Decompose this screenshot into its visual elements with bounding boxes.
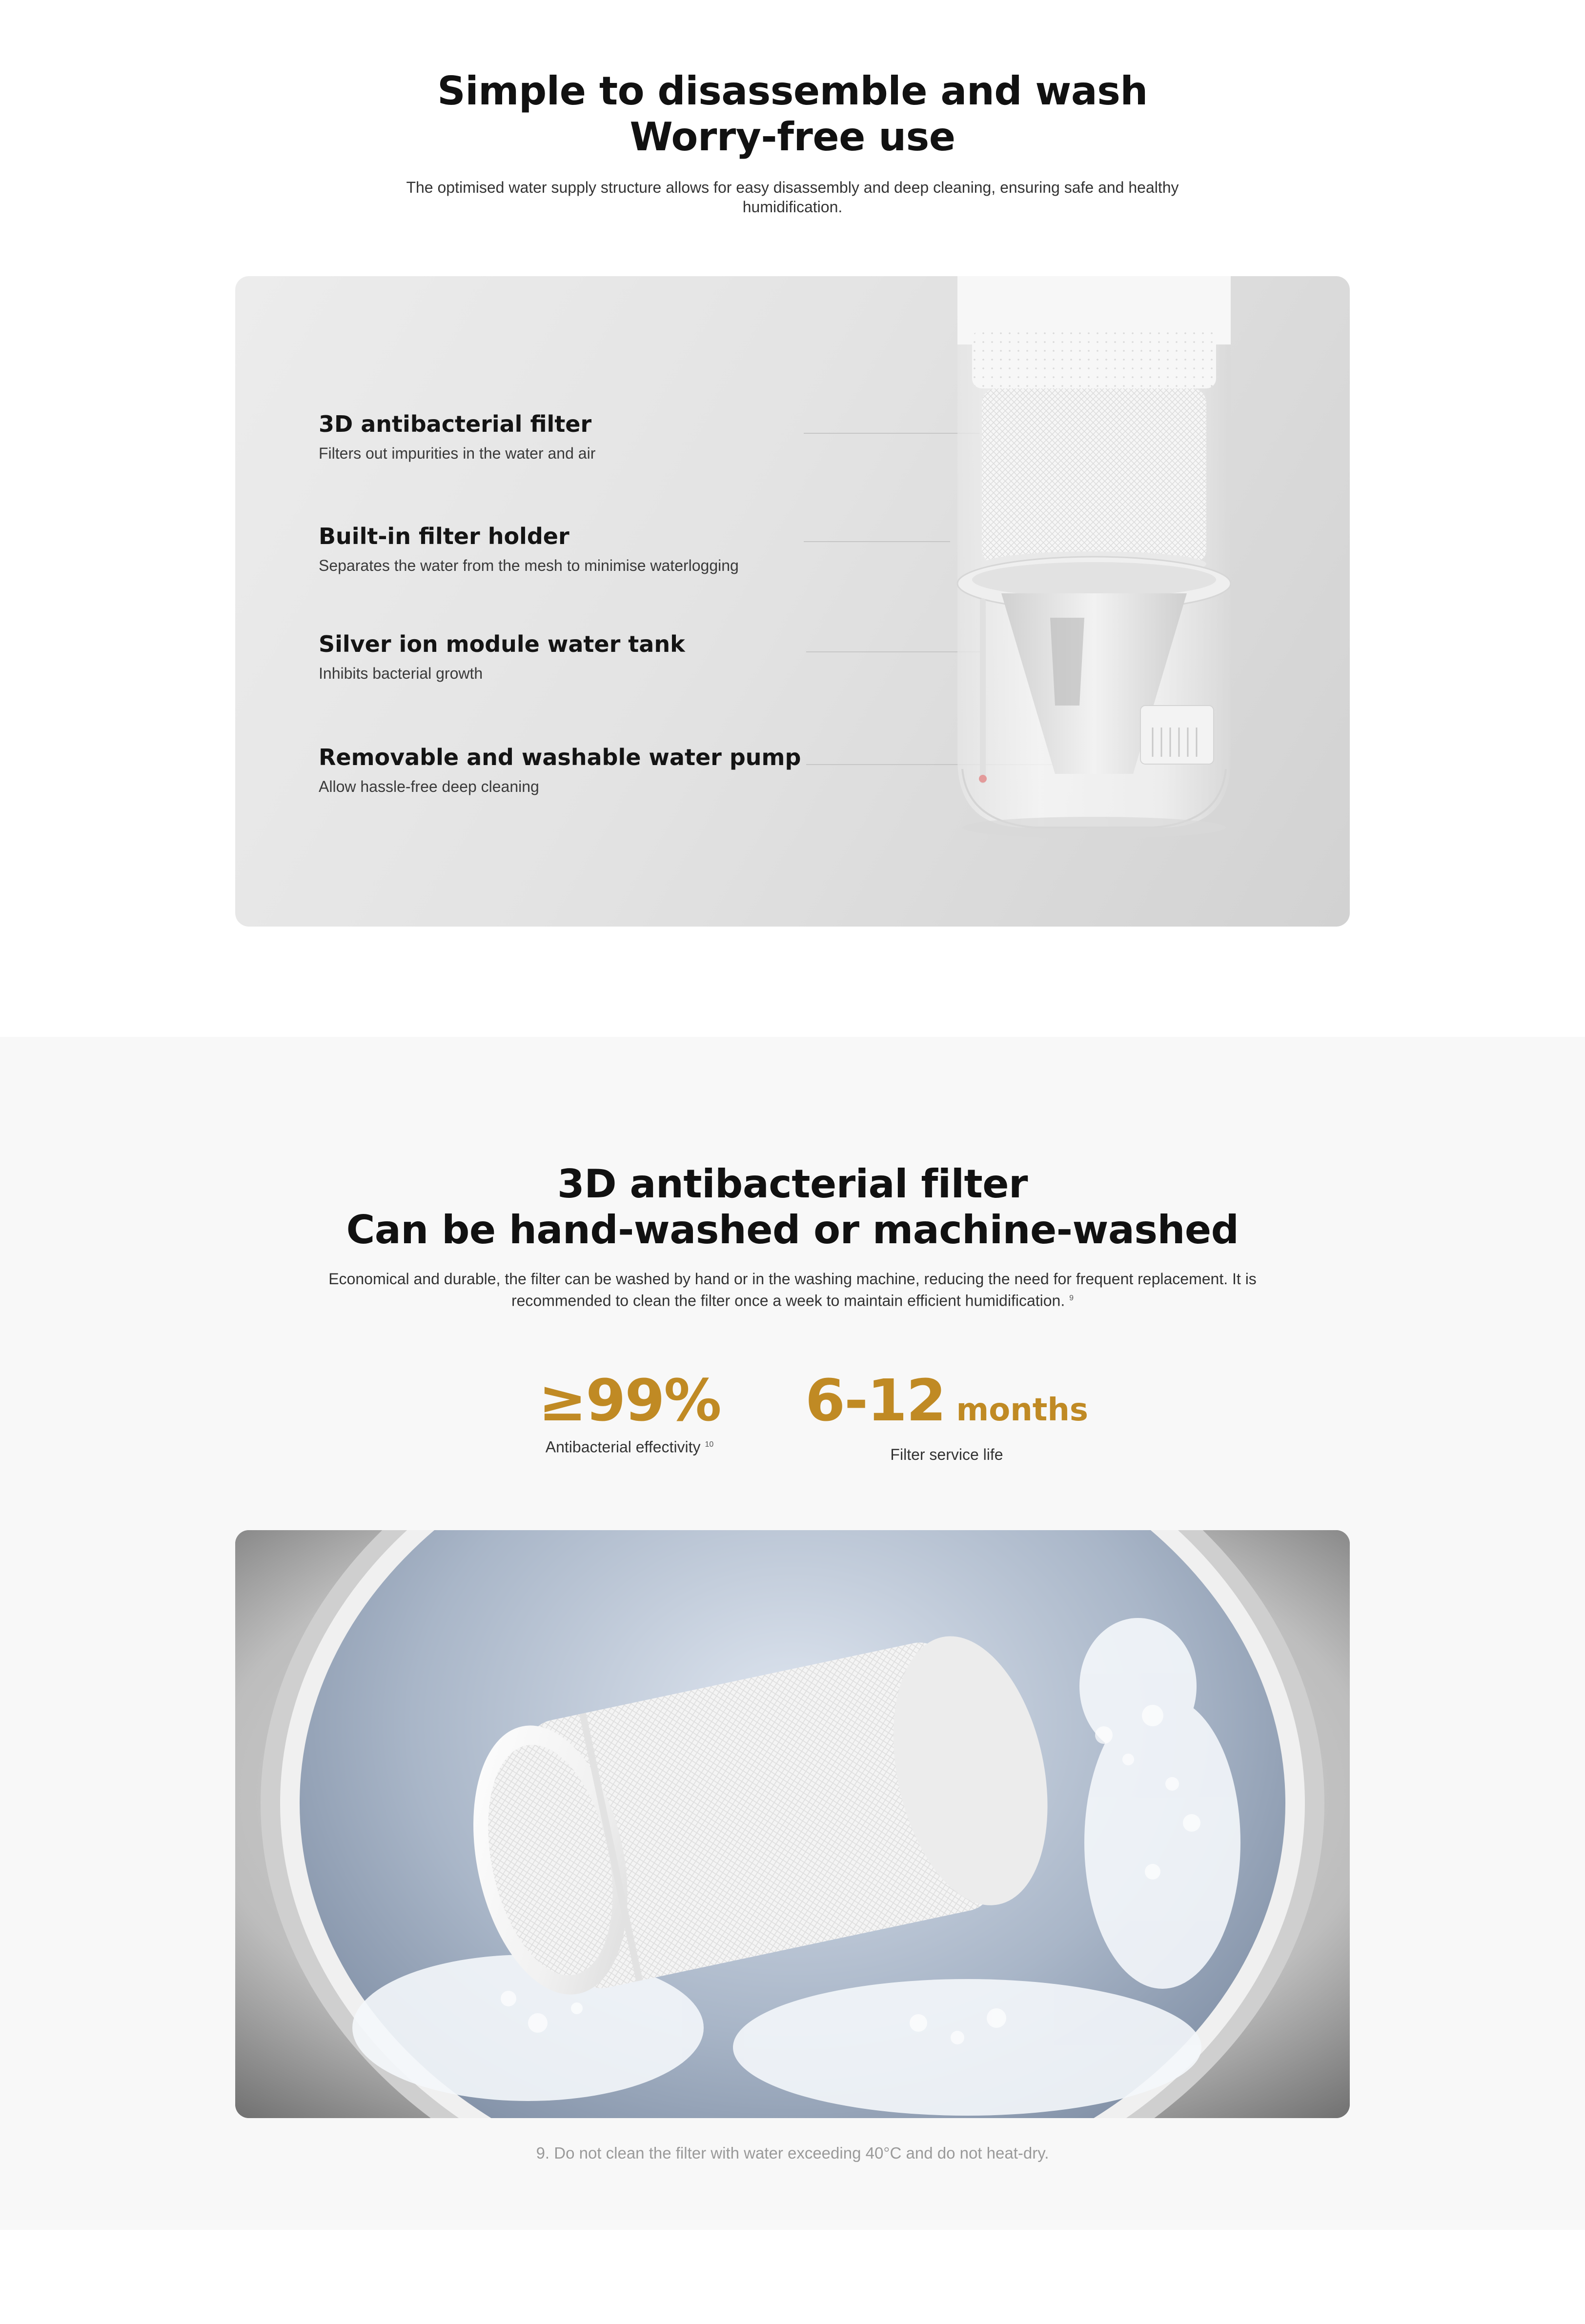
feature-silver-ion-tank <box>319 630 855 683</box>
stat-caption <box>512 1435 747 1457</box>
section-subtitle <box>312 1269 1273 1311</box>
footnote-marker: 9 <box>1069 1294 1074 1302</box>
stat-value <box>512 1369 747 1432</box>
section-title <box>0 68 1585 160</box>
humidifier-cutaway-image <box>909 276 1280 927</box>
section-title <box>0 1161 1585 1253</box>
washing-machine-image <box>235 1530 1350 2118</box>
title-line-1: Simple to disassemble and wash <box>437 68 1148 114</box>
stat-caption-text: Antibacterial effectivity <box>545 1438 701 1456</box>
stat-number: 6-12 <box>805 1367 946 1434</box>
stat-antibacterial <box>512 1369 747 1457</box>
feature-title: Built-in filter holder <box>319 523 569 549</box>
feature-water-pump <box>319 744 855 796</box>
disassemble-section <box>0 0 1585 1037</box>
feature-title: Removable and washable water pump <box>319 744 801 770</box>
filter-wash-section <box>0 1037 1585 2230</box>
feature-desc: Allow hassle-free deep cleaning <box>319 778 539 795</box>
feature-title: 3D antibacterial filter <box>319 411 592 437</box>
feature-desc: Filters out impurities in the water and air <box>319 445 596 462</box>
footnote: 9. Do not clean the filter with water exceeding 40°C and do not heat-dry. <box>536 2144 1049 2162</box>
title-line-2: Worry-free use <box>630 114 955 160</box>
subtitle-text: Economical and durable, the filter can be washed by hand or in the washing machine, reducing the need for frequent replacement. It is recommended to clean the filter once a week to maintain efficient humidification. <box>328 1270 1257 1310</box>
title-line-2: Can be hand-washed or machine-washed <box>346 1207 1239 1253</box>
footnote-marker: 10 <box>705 1440 714 1449</box>
filter-in-washing-machine-illustration <box>235 1530 1350 2118</box>
humidifier-feature-card <box>235 276 1350 927</box>
feature-desc: Inhibits bacterial growth <box>319 665 483 682</box>
stat-unit: months <box>945 1392 1089 1428</box>
feature-desc: Separates the water from the mesh to minimise waterlogging <box>319 557 739 574</box>
stat-service-life <box>800 1369 1093 1464</box>
title-line-1: 3D antibacterial filter <box>557 1161 1028 1207</box>
stat-caption: Filter service life <box>890 1446 1003 1463</box>
feature-title: Silver ion module water tank <box>319 631 685 657</box>
feature-filter-holder <box>319 523 855 575</box>
stat-number: ≥99% <box>538 1367 721 1434</box>
stat-value <box>800 1369 1093 1442</box>
section-subtitle: The optimised water supply structure allows for easy disassembly and deep cleaning, ensuring safe and healthy humidification. <box>406 179 1179 216</box>
feature-antibacterial-filter <box>319 410 855 463</box>
